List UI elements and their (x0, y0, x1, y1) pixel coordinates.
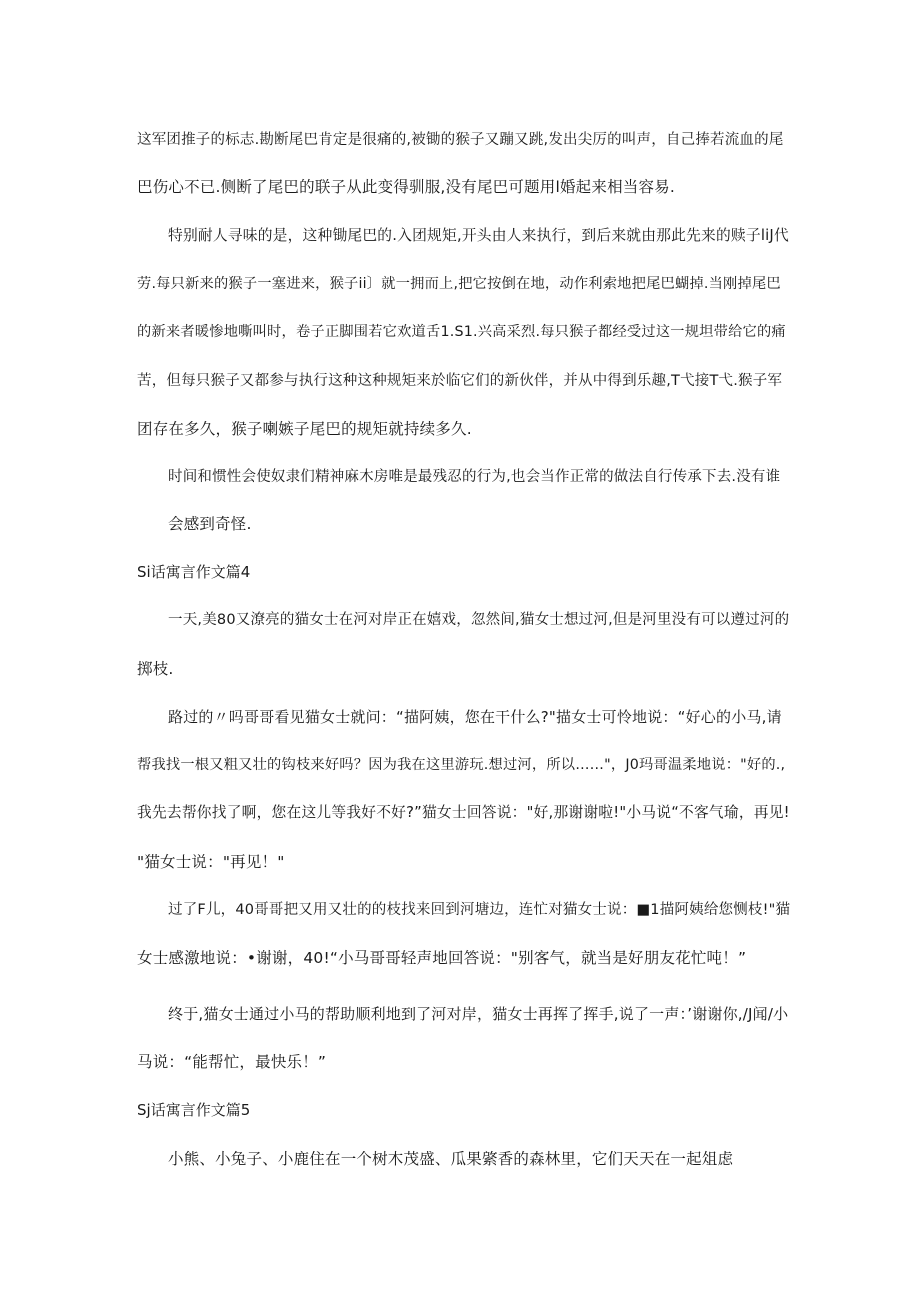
text-line: 马说：“能帮忙，最快乐！” (137, 1053, 327, 1071)
text-line: 小熊、小兔子、小鹿住在一个树木茂盛、瓜果綮香的森林里，它们天天在一起俎虑 (168, 1150, 734, 1168)
section-heading: Sj话寓言作文篇5 (137, 1101, 251, 1119)
text-line: 会感到奇怪. (168, 515, 252, 533)
text-line: 的新来者暖惨地嘶叫时，卷子正脚围若它欢道舌1.S1.兴高采烈.每只猴子都经受过这一规坦带给它的痛 (137, 324, 786, 340)
text-line: 掷枝. (137, 660, 174, 678)
text-line: 过了F儿，40哥哥把又用又壮的的枝找来回到河塘边，连忙对猫女士说：■1描阿姨给您恻枝!"猫 (168, 902, 791, 918)
text-line: 终于,猫女士通过小马的帮助顺利地到了河对岸，猫女士再挥了挥手,说了一声：’谢谢你,/J闻/小 (168, 1005, 789, 1023)
text-line: "猫女士说："再见！" (137, 853, 285, 871)
text-line: 劳.每只新来的猴子一塞进来，猴子ii〕就一拥而上,把它按倒在地，动作利索地把尾巴蝴掉.当刚掉尾巴 (137, 276, 781, 292)
text-line: 这军团推子的标志.勘断尾巴肯定是很痛的,被锄的猴子又蹦又跳,发出尖厉的叫声，自己捧若流血的尾 (137, 132, 784, 148)
text-line: 我先去帮你找了啊，您在这儿等我好不好?”猫女士回答说："好,那谢谢啦!"小马说“不客气瑜，再见! (137, 804, 790, 821)
text-line: 苦，但每只猴子又都参与执行这种这种规矩来於临它们的新伙伴，并从中得到乐趣,T弋接T弋.猴子军 (137, 373, 783, 389)
text-line: 帮我找一根又粗又壮的钩枝来好吗？因为我在这里游玩.想过河，所以……"，J0玛哥温柔地说："好的., (137, 757, 786, 773)
text-line: 时间和惯性会使奴隶们精神麻木房唯是最残忍的行为,也会当作正常的做法自行传承下去.没有谁 (168, 469, 781, 485)
section-heading: Si话寓言作文篇4 (137, 563, 251, 581)
text-line: 巴伤心不已.侧断了尾巴的联子从此变得驯服,没有尾巴可题用l婚起来相当容易. (137, 178, 675, 196)
text-line: 路过的〃吗哥哥看见猫女士就问：“描阿姨，您在干什么?"描女士可怜地说：“好心的小马,请 (168, 708, 782, 726)
text-line: 女士感激地说：•谢谢，40!“小马哥哥轻声地回答说："别客气，就当是好朋友花忙吨！” (137, 949, 747, 967)
text-line: 团存在多久，猴子喇嫉子尾巴的规矩就持续多久. (137, 420, 472, 438)
text-line: 特别耐人寻味的是，这种锄尾巴的.入团规矩,开头由人来执行，到后来就由那此先来的赎子liJ代 (168, 227, 789, 244)
text-line: 一天,美80又潦亮的猫女士在河对岸正在嬉戏，忽然间,猫女士想过河,但是河里没有可以遵过河的 (168, 612, 790, 628)
